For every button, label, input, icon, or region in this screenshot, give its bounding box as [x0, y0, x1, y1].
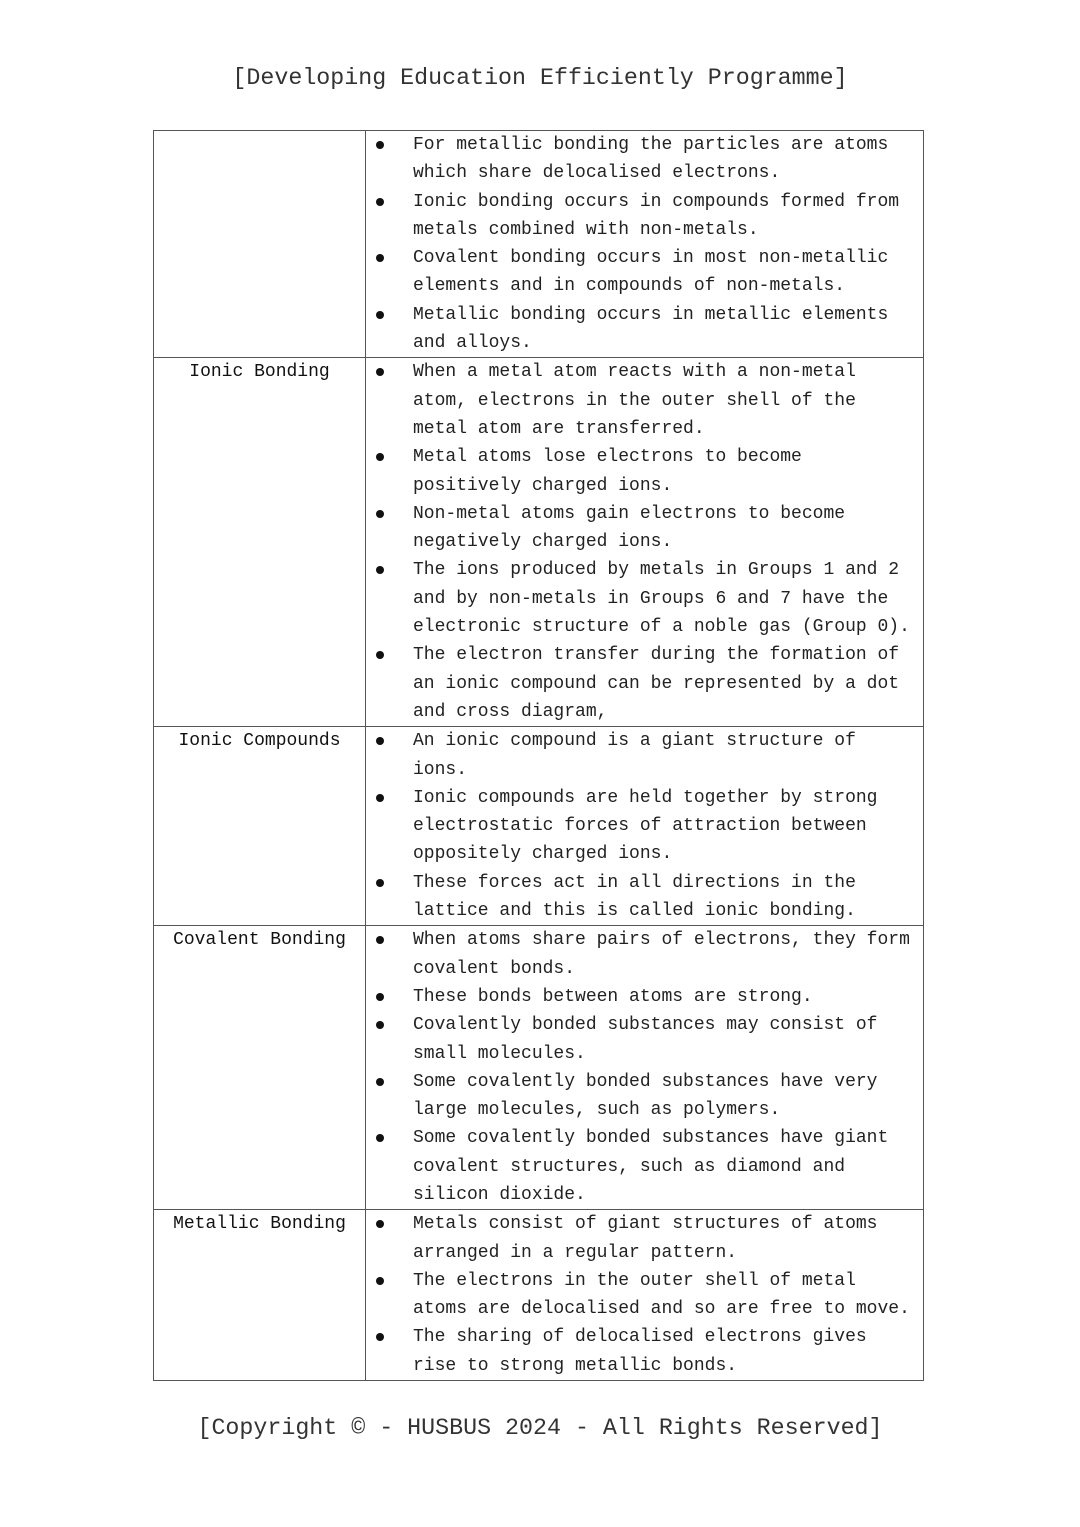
bullet-text: The ions produced by metals in Groups 1 and 2 and by non-metals in Groups 6 and 7 have the electronic structure of a noble gas (Group 0).	[413, 560, 910, 638]
bullet-text: The electrons in the outer shell of metal atoms are delocalised and so are free to move.	[413, 1270, 910, 1320]
bullet-dot-icon	[376, 936, 384, 944]
points-list	[366, 1210, 923, 1380]
points-list	[366, 131, 923, 357]
bullet-dot-icon	[376, 1078, 384, 1086]
bullet-dot-icon	[376, 368, 384, 376]
bullet-point	[366, 727, 923, 784]
bullet-point	[366, 1323, 923, 1380]
bullet-dot-icon	[376, 453, 384, 461]
bullet-text: Covalently bonded substances may consist of small molecules.	[413, 1015, 878, 1064]
bullet-dot-icon	[376, 794, 384, 802]
table-row	[154, 925, 923, 1209]
bullet-point	[366, 784, 923, 869]
bullet-point	[366, 244, 923, 301]
bullet-text: Metals consist of giant structures of atoms arranged in a regular pattern.	[413, 1214, 878, 1263]
table-row	[154, 726, 923, 925]
bullet-text: These bonds between atoms are strong.	[413, 986, 813, 1007]
bullet-point	[366, 641, 923, 726]
bullet-point	[366, 188, 923, 245]
bullet-dot-icon	[376, 566, 384, 574]
bullet-text: When atoms share pairs of electrons, they form covalent bonds.	[413, 930, 910, 979]
bullet-dot-icon	[376, 651, 384, 659]
bullet-point	[366, 1210, 923, 1267]
page-footer: [Copyright © - HUSBUS 2024 - All Rights Reserved]	[197, 1415, 883, 1441]
bullet-dot-icon	[376, 141, 384, 149]
bullet-text: For metallic bonding the particles are atoms which share delocalised electrons.	[413, 135, 889, 184]
bullet-point	[366, 131, 923, 188]
bullet-text: When a metal atom reacts with a non-metal atom, electrons in the outer shell of the metal atom are transferred.	[413, 362, 856, 439]
bullet-dot-icon	[376, 510, 384, 518]
topic-cell: Covalent Bonding	[154, 926, 366, 1209]
bullet-point	[366, 443, 923, 500]
bullet-dot-icon	[376, 311, 384, 319]
bullet-dot-icon	[376, 993, 384, 1001]
bullet-dot-icon	[376, 1277, 384, 1285]
points-list	[366, 358, 923, 726]
bullet-dot-icon	[376, 737, 384, 745]
page-header: [Developing Education Efficiently Programme]	[232, 65, 848, 91]
bullet-point	[366, 926, 923, 983]
bullet-point	[366, 556, 923, 641]
topic-cell: Ionic Compounds	[154, 727, 366, 925]
bullet-text: Some covalently bonded substances have giant covalent structures, such as diamond and silicon dioxide.	[413, 1128, 889, 1205]
bonding-table	[153, 130, 924, 1381]
bullet-point	[366, 500, 923, 557]
table-row	[154, 357, 923, 726]
bullet-point	[366, 1011, 923, 1068]
bullet-point	[366, 1267, 923, 1324]
bullet-text: Metallic bonding occurs in metallic elements and alloys.	[413, 304, 889, 354]
bullet-dot-icon	[376, 1220, 384, 1228]
bullet-text: Covalent bonding occurs in most non-metallic elements and in compounds of non-metals.	[413, 248, 889, 297]
bullet-dot-icon	[376, 198, 384, 206]
bullet-text: Non-metal atoms gain electrons to become negatively charged ions.	[413, 503, 846, 553]
bullet-text: An ionic compound is a giant structure of ions.	[413, 731, 856, 780]
bullet-point	[366, 358, 923, 443]
bullet-dot-icon	[376, 254, 384, 262]
bullet-point	[366, 301, 923, 358]
bullet-text: Ionic compounds are held together by strong electrostatic forces of attraction between oppositely charged ions.	[413, 787, 878, 865]
topic-cell: Ionic Bonding	[154, 358, 366, 726]
bullet-dot-icon	[376, 1333, 384, 1341]
bullet-text: The sharing of delocalised electrons gives rise to strong metallic bonds.	[413, 1327, 867, 1376]
table-row	[154, 1209, 923, 1380]
points-list	[366, 926, 923, 1209]
table-row	[154, 131, 923, 357]
bullet-text: Ionic bonding occurs in compounds formed from metals combined with non-metals.	[413, 191, 900, 240]
topic-cell: Metallic Bonding	[154, 1210, 366, 1380]
topic-cell	[154, 131, 366, 357]
bullet-dot-icon	[376, 1021, 384, 1029]
bullet-point	[366, 1068, 923, 1125]
bullet-text: Some covalently bonded substances have very large molecules, such as polymers.	[413, 1071, 878, 1121]
bullet-text: These forces act in all directions in the lattice and this is called ionic bonding.	[413, 872, 856, 922]
bullet-text: The electron transfer during the formation of an ionic compound can be represented by a dot and cross diagram,	[413, 645, 900, 722]
bullet-point	[366, 869, 923, 926]
points-list	[366, 727, 923, 925]
bullet-dot-icon	[376, 1134, 384, 1142]
bullet-point	[366, 1124, 923, 1209]
bullet-point	[366, 983, 923, 1011]
bullet-dot-icon	[376, 879, 384, 887]
bullet-text: Metal atoms lose electrons to become positively charged ions.	[413, 447, 802, 496]
